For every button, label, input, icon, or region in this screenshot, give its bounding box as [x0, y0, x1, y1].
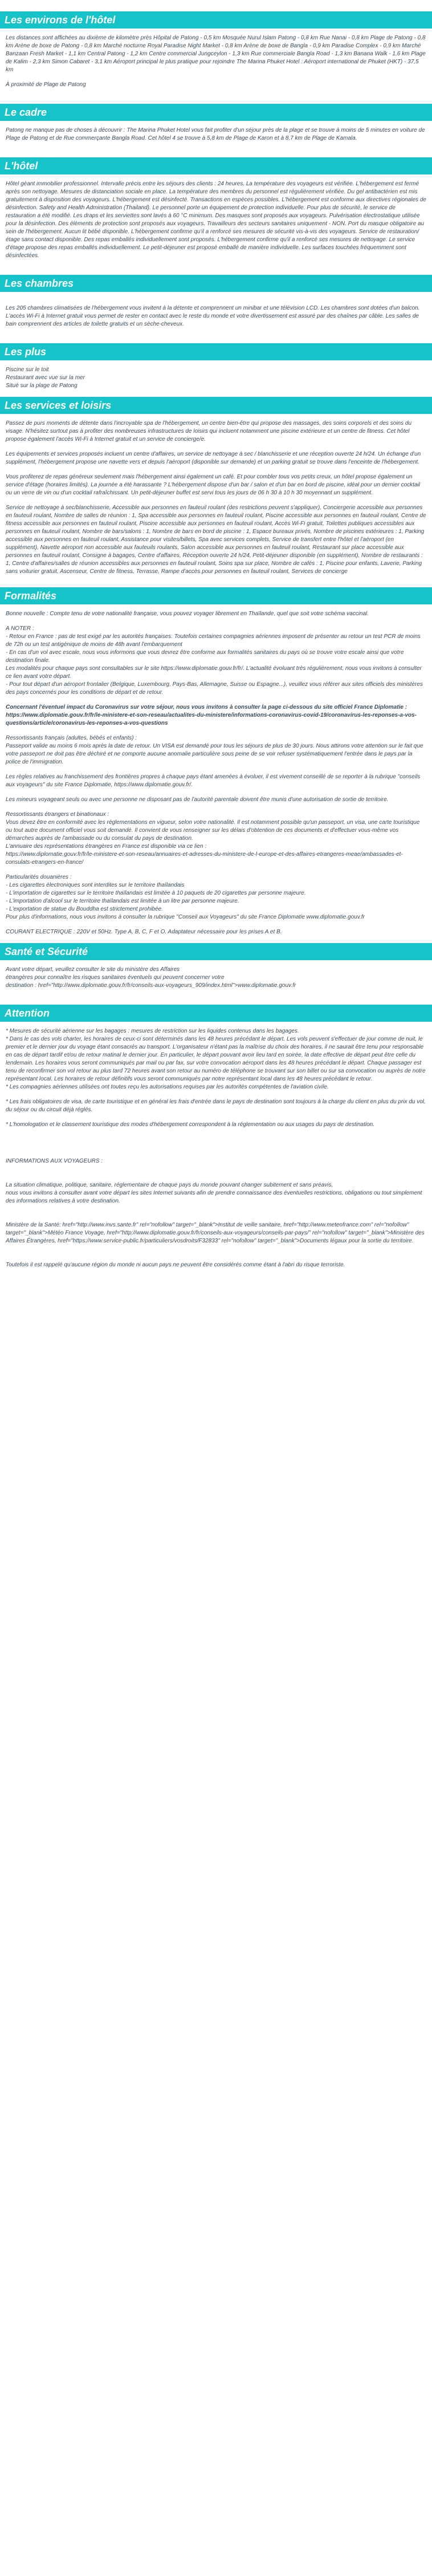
spacer: [6, 1172, 426, 1181]
spacer: [6, 1252, 426, 1261]
section-environs: [0, 11, 432, 89]
section-title: Les plus: [0, 343, 432, 360]
paragraph: * Les frais obligatoires de visa, de carte touristique et en général les frais d'entrée dans le pays de destination sont toujours à la charge du client en plus du prix du vol, du séjour ou du circuit déjà réglés.: [6, 1099, 426, 1113]
section-title: Les environs de l'hôtel: [0, 11, 432, 29]
paragraph: A NOTER : - Retour en France : pas de test exigé par les autorités françaises. Toutefois certaines compagnies aériennes imposent de présenter au retour un test PCR de moins de 72h ou un test antigénique de moins de 48h avant l'embarquement - En cas d'un vol avec escale, nous vous informons que vous devrez être conforme aux formalités sanitaires du pays où se trouve votre escale ainsi que votre destination finale. Les modalités pour chaque pays sont consultables sur le site https://www.diplomatie.gouv.fr/fr/. L'actualité évoluant très régulièrement, nous vous invitons à consulter ce lien avant votre départ. - Pour tout départ d'un aéroport frontalier (Belgique, Luxembourg, Pays-Bas, Allemagne, Suisse ou Espagne...), veuillez vous référer aux sites officiels des ministères des pays concernés pour les conditions de départ et de retour.: [6, 625, 423, 696]
section-body: [0, 604, 432, 936]
section-body: [0, 174, 432, 260]
section-body: [0, 1022, 432, 1269]
paragraph-highlight: Concernant l'éventuel impact du Coronavirus sur votre séjour, nous vous invitons à consulter la page ci-dessous du site officiel France Diplomatie : https://www.diplomatie.gouv.fr/fr/le-ministere-et-son-reseau/actualites-du-ministere/informations-coronavirus-covid-19/coronavirus-les-reponses-a-vos-questions/article/coronavirus-les-reponses-a-vos-questions: [6, 704, 417, 726]
section-body: [0, 292, 432, 328]
paragraph: À proximité de Plage de Patong: [6, 82, 86, 88]
paragraph: INFORMATIONS AUX VOYAGEURS :: [6, 1158, 103, 1164]
section-title: Attention: [0, 1005, 432, 1022]
paragraph: Piscine sur le toit Restaurant avec vue sur la mer Situé sur la plage de Patong: [6, 367, 85, 389]
paragraph: Patong ne manque pas de choses à découvrir : The Marina Phuket Hotel vous fait profiter d'un séjour près de la plage et se trouve à moins de 5 minutes en voiture de Plage de Patong et de Rue commerçante Bangla Road. Cet hôtel 4 se trouve à 5,8 km de Plage de Karon et à 8,7 km de Plage de Kamala.: [6, 127, 425, 141]
page: [0, 11, 432, 1269]
section-body: [0, 960, 432, 990]
paragraph: Bonne nouvelle : Compte tenu de votre nationalité française, vous pouvez voyager librement en Thaïlande, quel que soit votre schéma vaccinal.: [6, 611, 369, 617]
paragraph-links: Ministère de la Santé: href="http://www.invs.sante.fr" rel="nofollow" target="_blank">Institut de veille sanitaire, href="http://www.meteofrance.com" rel="nofollow" target="_blank">Météo France Voyage, href="http://www.diplomatie.gouv.fr/fr/conseils-aux-voyageurs/conseils-par-pays/" rel="nofollow" target="_blank">Ministère des Affaires Étrangères, href="https://www.service-public.fr/particuliers/vosdroits/F32833" rel="nofollow" target="_blank">Documents légaux pour la sortie du territoire.: [6, 1222, 425, 1244]
paragraph: La situation climatique, politique, sanitaire, réglementaire de chaque pays du monde pouvant changer subitement et sans préavis, nous vous invitons à consulter avant votre départ les sites Internet suivants afin de prendre connaissance des éventuelles restrictions, obligations ou tout simplement des informations relatives à votre destination.: [6, 1182, 422, 1204]
section-services: [0, 397, 432, 576]
section-plus: [0, 343, 432, 390]
section-chambres: [0, 275, 432, 328]
section-cadre: [0, 104, 432, 143]
spacer: [6, 1136, 426, 1157]
paragraph: Les 205 chambres climatisées de l'hébergement vous invitent à la détente et comprennent un minibar et une télévision LCD. Les chambres sont dotées d'un balcon. L'accès Wi-Fi à Internet gratuit vous permet de rester en contact avec le reste du monde et votre divertissement est assuré par des chaînes par câble. Les salles de bain comprennent des articles de toilette gratuits et un sèche-cheveux.: [6, 305, 420, 327]
paragraph: Avant votre départ, veuillez consulter le site du ministère des Affaires étrangères pour connaître les risques sanitaires éventuels qui peuvent concerner votre destination : href="http://www.diplomatie.gouv.fr/fr/conseils-aux-voyageurs_909/index.html">www.diplomatie.gouv.fr: [6, 966, 296, 989]
paragraph: Vous profiterez de repas généreux seulement mais l'hébergement ainsi également un café. Et pour combler tous vos petits creux, un hôtel propose également un service d'étage (horaires limités). La journée a été harassante ? L'hébergement dispose d'un bar / salon et d'un bar en bord de piscine, idéal pour un dernier cocktail ou un verre de vin ou d'un cocktail rafraîchissant. Un petit-déjeuner buffet est servi tous les jours de 06 h 30 à 10 h 30 moyennant un supplément.: [6, 474, 420, 496]
section-body: [0, 360, 432, 390]
section-attention: [0, 1005, 432, 1269]
paragraph: Service de nettoyage à sec/blanchisserie, Accessible aux personnes en fauteuil roulant (des restrictions peuvent s'appliquer), Conciergerie accessible aux personnes en fauteuil roulant, Nombre de salles de réunion : 1, Spa accessible aux personnes en fauteuil roulant, Piscine accessible aux personnes en fauteuil roulant, Centre de fitness accessible aux personnes en fauteuil roulant, Piscine accessible aux personnes en fauteuil roulant, Accès Wi-Fi gratuit, Toilettes publiques accessibles aux personnes en fauteuil roulant, Nombre de bars/salons : 1, Nombre de bars en bord de piscine : 1, Espace bureaux privés, Nombre de piscines extérieures : 1, Parking accessible aux personnes en fauteuil roulant, Assistance pour visites/billets, Spa avec services complets, Service de transfert entre l'hôtel et l'aéroport (en supplément), Navette aéroport non accessible aux fauteuils roulants, Salon accessible aux personnes en fauteuil roulant, Restaurant sur place accessible aux personnes en fauteuil roulant, Consigne à bagages, Centre d'affaires, Réception ouverte 24 h/24, Petit-déjeuner disponible (en supplément), Nombre de restaurants : 1, Centre d'affaires/salles de réunion accessibles aux personnes en fauteuil roulant, Soins spa sur place, Nombre de cafés : 1, Piscine pour enfants, Laverie, Parking sans voiturier gratuit, Ascenseur, Centre de fitness, Terrasse, Rampe d'accès pour personnes en fauteuil roulant, Services de concierge: [6, 505, 426, 575]
spacer: [6, 1212, 426, 1221]
paragraph: * Mesures de sécurité aérienne sur les bagages : mesures de restriction sur les liquides contenus dans les bagages. * Dans le cas des vols charter, les horaires de ceux-ci sont déterminés dans les 48 heures précédant le départ. Les vols peuvent s'effectuer de jour comme de nuit, le premier et le dernier jour du voyage étant consacrés au transport. L'organisateur n'étant pas la maîtrise du choix des horaires, il ne saurait être tenu pour responsable en cas de départ tardif et/ou de retour matinal le dernier jour. En particulier, le départ pouvant avoir lieu tard en soirée, la date effective de départ peut être celle du lendemain. Les horaires vous seront communiqués par mail ou par fax, sur votre convocation aéroport dans les 48 heures précédant le départ. Chaque passager est tenu de reconfirmer son vol retour au plus tard 72 heures avant son retour au numéro de téléphone se trouvant sur son billet ou sur sa convocation ou auprès de notre représentant local. Les horaires de retour définitifs vous seront communiqués par notre représentant local dans les 48 heures précédant le retour. * Les compagnies aériennes utilisées ont toutes reçu les autorisations requises par les autorités compétentes de l'aviation civile.: [6, 1028, 426, 1090]
paragraph: Ressortissants étrangers et binationaux : Vous devez être en conformité avec les réglementations en vigueur, selon votre nationalité. Il est notamment possible qu'un passeport, un visa, une carte touristique ou tout autre document officiel vous soit demandé. Il convient de vous renseigner sur les délais d'obtention de ces documents et d'effectuer vous-même vos démarches auprès de l'ambassade ou du consulat du pays de destination. L'annuaire des représentations étrangères en France est disponible via ce lien : https://www.diplomatie.gouv.fr/fr/le-ministere-et-son-reseau/annuaires-et-adresses-du-ministere-de-l-europe-et-des-affaires-etrangeres-meae/ambassades-et-consulats-etrangers-en-france/: [6, 811, 420, 866]
section-title: Formalités: [0, 587, 432, 604]
section-body: [0, 29, 432, 89]
section-formalites: [0, 587, 432, 936]
paragraph: Les distances sont affichées au dixième de kilomètre près Hôpital de Patong - 0,5 km Mosquée Nurul Islam Patong - 0,8 km Rue Nanai - 0,8 km Plage de Patong - 0,8 km Arène de boxe de Patong - 0,8 km Marché nocturne Royal Paradise Night Market - 0,8 km Arène de boxe de Bangla - 0,9 km Paradise Complex - 0,9 km Marché Banzaan Fresh Market - 1,1 km Central Patong - 1,2 km Centre commercial Jungceylon - 1,3 km Rue commerciale Bangla Road - 1,3 km Banana Walk - 1,6 km Plage de Kalim - 2,3 km Simon Cabaret - 3,1 km Aéroport principal le plus pratique pour rejoindre The Marina Phuket Hotel : Aéroport international de Phuket (HKT) - 37,5 km: [6, 35, 426, 73]
paragraph: Particularités douanières : - Les cigarettes électroniques sont interdites sur le territoire thaïlandais - L'importation de cigarettes sur le territoire thaïlandais est limitée à 10 paquets de 20 cigarettes par personne majeure. - L'importation d'alcool sur le territoire thaïlandais est limitée à un litre par personne majeure. - L'exportation de statue du Bouddha est strictement prohibée. Pour plus d'informations, nous vous invitons à consulter la rubrique "Conseil aux Voyageurs" du site France Diplomatie www.diplomatie.gouv.fr: [6, 874, 365, 920]
paragraph: Hôtel géant immobilier professionnel. Intervalle précis entre les séjours des clients : 24 heures. La température des voyageurs est vérifiée. L'hébergement est fermé après son nettoyage. Mesures de distanciation sociale en place. La température des membres du personnel est régulièrement vérifiée. Du gel antibactérien est mis gratuitement à disposition des voyageurs. L'hébergement est désinfecté. Transactions en espèces possibles. L'hébergement est conforme aux directives régionales de désinfection. Safety and Health Administration (Thailand). Le personnel porte un équipement de protection individuelle. Pour plus de sécurité, le service de restauration a été modifié. Les draps et les serviettes sont lavés à 60 °C minimum. Des masques sont proposés aux voyageurs. Pulvérisation électrostatique utilisée pour la désinfection. Des éléments de protection sont proposés aux voyageurs. Travailleurs des secteurs sanitaires uniquement - NON. Port du masque obligatoire au sein de l'hébergement. Aucun lit bébé disponible. L'hébergement confirme qu'il a renforcé ses mesures de sécurité vis-à-vis des voyageurs. Service de restauration/étage sans contact disponible. Des repas emballés individuellement sont proposés. L'hébergement confirme qu'il a renforcé ses mesures de nettoyage. Le service d'étage propose des repas emballés individuellement. Le petit-déjeuner est proposé emballé de manière individuelle. Les surfaces touchées fréquemment sont désinfectées.: [6, 181, 426, 259]
section-title: L'hôtel: [0, 157, 432, 174]
section-title: Santé et Sécurité: [0, 943, 432, 960]
paragraph: Ressortissants français (adultes, bébés et enfants) : Passeport valide au moins 6 mois après la date de retour. Un VISA est demandé pour tous les séjours de plus de 30 jours. Nous attirons votre attention sur le fait que votre passeport ne doit pas être déchiré et ne comporte aucune anomalie particulière sous peine de se voir refuser systématiquement l'entrée dans le pays par la police de l'immigration.: [6, 735, 423, 765]
section-sante: [0, 943, 432, 990]
section-title: Les services et loisirs: [0, 397, 432, 414]
paragraph: Passez de purs moments de détente dans l'incroyable spa de l'hébergement, un centre bien-être qui propose des massages, des soins corporels et des soins du visage. N'hésitez surtout pas à profiter des nombreuses infrastructures de loisirs qui incluent notamment une piscine extérieure et un centre de fitness. Cet hôtel propose également l'accès Wi-Fi à Internet gratuit et un service de concierge/e.: [6, 420, 412, 442]
section-title: Le cadre: [0, 104, 432, 121]
section-body: [0, 414, 432, 576]
section-body: [0, 121, 432, 143]
paragraph: * L'homologation et le classement touristique des modes d'hébergement correspondent à la réglementation ou aux usages du pays de destination.: [6, 1122, 375, 1128]
section-title: Les chambres: [0, 275, 432, 292]
paragraph: Les mineurs voyageant seuls ou avec une personne ne disposant pas de l'autorité parentale doivent être munis d'une autorisation de sortie de territoire.: [6, 797, 389, 803]
section-hotel: [0, 157, 432, 260]
paragraph: COURANT ELECTRIQUE : 220V et 50Hz. Type A, B, C, F et O. Adaptateur nécessaire pour les prises A et B.: [6, 929, 282, 935]
paragraph: Les règles relatives au franchissement des frontières propres à chaque pays étant amenées à évoluer, il est vivement conseillé de se reporter à la rubrique "conseils aux voyageurs" du site France Diplomatie, https://www.diplomatie.gouv.fr/.: [6, 774, 421, 788]
paragraph: Toutefois il est rappelé qu'aucune région du monde ni aucun pays ne peuvent être considérés comme étant à l'abri du risque terroriste.: [6, 1262, 345, 1268]
paragraph: Les équipements et services proposés incluent un centre d'affaires, un service de nettoyage à sec / blanchisserie et une réception ouverte 24 h/24. Un échange d'un supplément, l'hébergement propose une navette vers et depuis l'aéroport (disponible sur demande) et un parking gratuit se trouve dans l'enceinte de l'hébergement.: [6, 451, 421, 465]
